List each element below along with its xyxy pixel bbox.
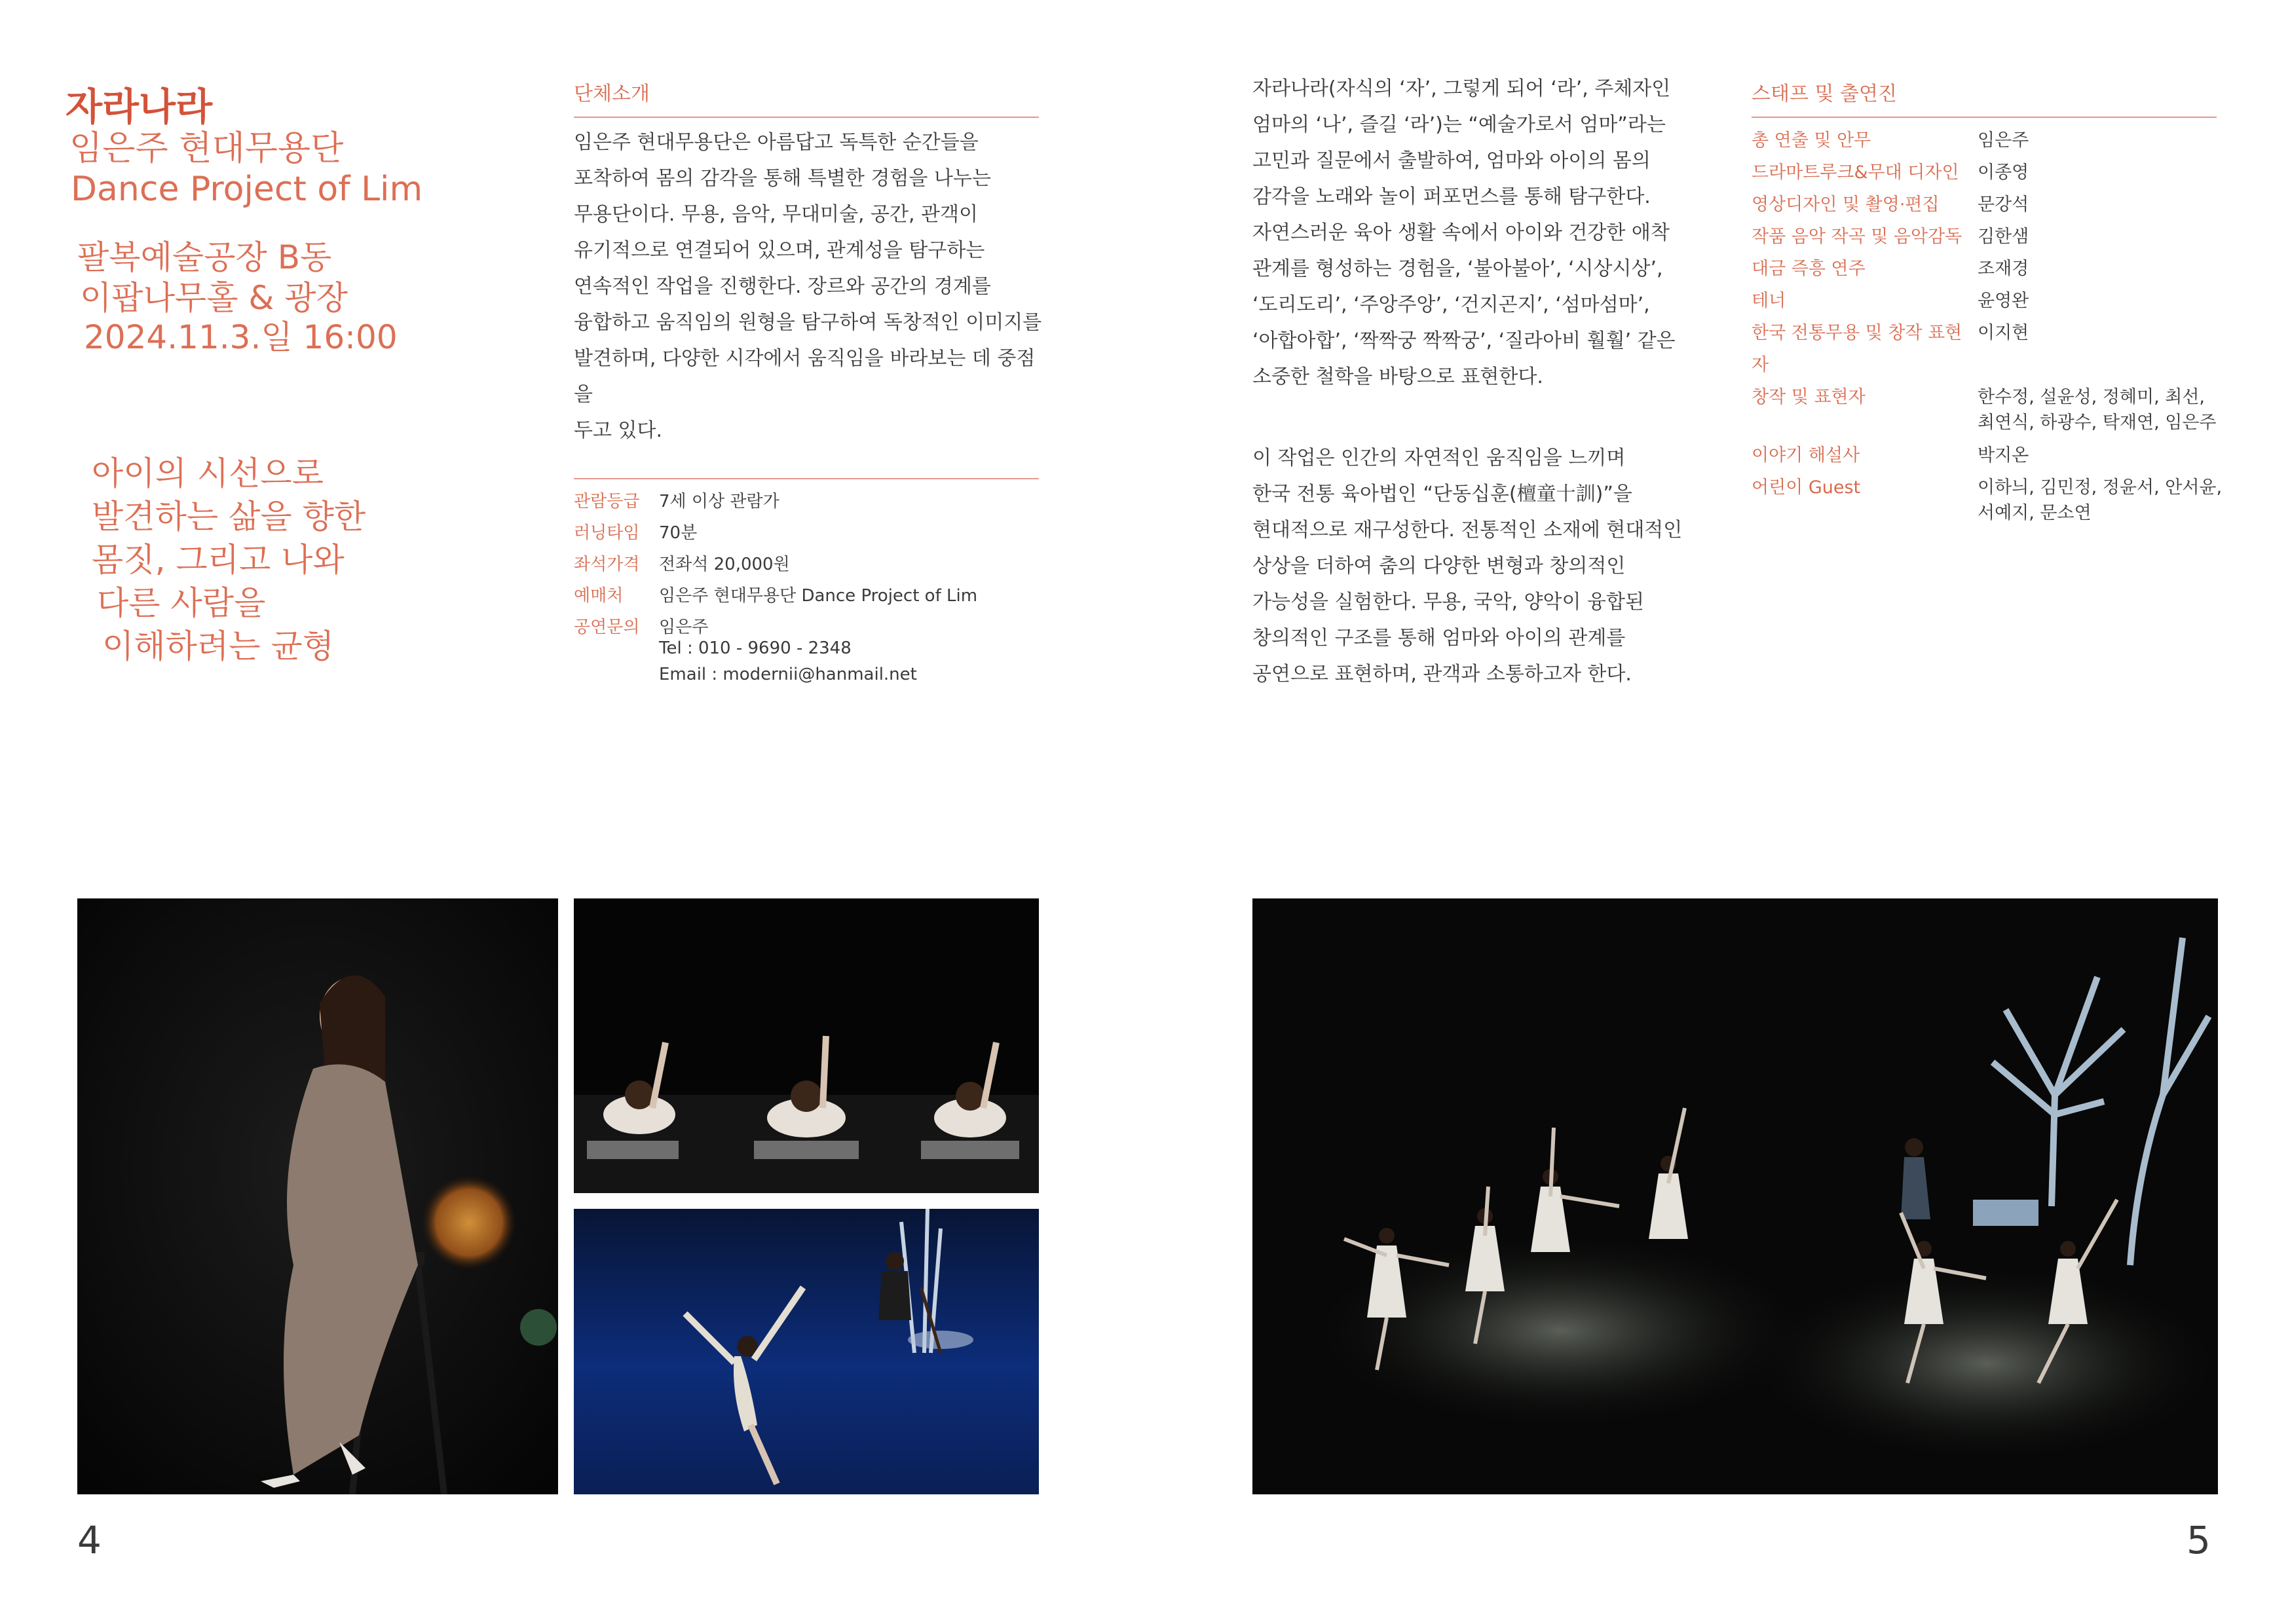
tagline-quote [92,452,366,668]
description-line: 감각을 노래와 놀이 퍼포먼스를 통해 탐구한다. [1252,185,1651,208]
staff-names: 이지현 [1978,323,2029,343]
company-name-en: Dance Project of Lim [71,170,423,209]
description-line: 자연스러운 육아 생활 속에서 아이와 건강한 애착 [1252,221,1670,244]
staff-names: 윤영완 [1978,291,2029,311]
info-label: 예매처 [574,586,624,606]
info-label: 러닝타임 [574,523,640,543]
staff-row [1752,189,2236,221]
description-line: ‘도리도리’, ‘주앙주앙’, ‘건지곤지’, ‘섬마섬마’, [1252,293,1650,316]
intro-divider [574,117,1039,118]
description-line: 상상을 더하여 춤의 다양한 변형과 창의적인 [1252,555,1626,578]
staff-names: 이종영 [1978,162,2029,183]
intro-line: 발견하며, 다양한 시각에서 움직임을 바라보는 데 중점을 [574,347,1036,406]
page-number-left: 4 [77,1518,102,1562]
staff-names-line: 이하늬, 김민정, 정윤서, 안서윤, [1978,477,2223,498]
info-divider [574,478,1039,479]
intro-text [574,124,1045,449]
description-line: 현대적으로 재구성한다. 전통적인 소재에 현대적인 [1252,519,1683,542]
page-number-right: 5 [2187,1518,2211,1562]
company-name-kr: 임은주 현대무용단 [69,129,344,168]
staff-role: 영상디자인 및 촬영·편집 [1752,194,1940,215]
info-row [574,486,1045,517]
staff-row [1752,381,2236,439]
description-line: 이 작업은 인간의 자연적인 움직임을 느끼며 [1252,447,1626,470]
staff-row [1752,157,2236,189]
info-label: 좌석가격 [574,555,640,574]
show-title: 자라나라 [66,84,213,129]
description-line: 고민과 질문에서 출발하여, 엄마와 아이의 몸의 [1252,149,1651,172]
performance-datetime: 2024.11.3.일 16:00 [84,318,398,356]
staff-heading: 스태프 및 출연진 [1752,83,1897,105]
info-value: 임은주 [659,618,709,637]
info-value: 전좌석 20,000원 [659,555,790,574]
staff-names-line: 서예지, 문소연 [1978,503,2092,523]
staff-role: 이야기 해설사 [1752,445,1860,466]
description-line: 공연으로 표현하며, 관객과 소통하고자 한다. [1252,663,1632,686]
staff-row [1752,285,2236,317]
venue-line-1: 팔복예술공장 B동 [77,238,332,276]
intro-line: 임은주 현대무용단은 아름답고 독특한 순간들을 [574,131,979,154]
description-line: 창의적인 구조를 통해 엄마와 아이의 관계를 [1252,627,1626,650]
staff-list [1752,124,2236,530]
intro-line: 유기적으로 연결되어 있으며, 관계성을 탐구하는 [574,239,985,262]
description-para-1 [1252,71,1711,395]
staff-names [1978,381,2233,439]
staff-names: 김한샘 [1978,227,2029,247]
staff-row [1752,439,2236,471]
performance-info [574,486,1045,685]
staff-role: 창작 및 표현자 [1752,387,1866,407]
tagline-line: 몸짓, 그리고 나와 [92,541,345,579]
staff-names-line: 한수정, 설윤성, 정혜미, 최선, [1978,387,2205,407]
intro-line: 포착하여 몸의 감각을 통해 특별한 경험을 나누는 [574,167,991,190]
info-row [574,549,1045,580]
description-line: ‘아합아합’, ‘짝짝궁 짝짝궁’, ‘질라아비 훨훨’ 같은 [1252,329,1676,352]
description-line: 엄마의 ‘나’, 즐길 ‘라’)는 “예술가로서 엄마”라는 [1252,113,1666,136]
contact-tel: Tel : 010 - 9690 - 2348 [659,638,852,658]
staff-names: 조재경 [1978,259,2029,279]
description-para-2 [1252,440,1711,692]
staff-divider [1752,117,2217,118]
photo-pregnant-dancer [77,898,558,1494]
intro-line: 무용단이다. 무용, 음악, 무대미술, 공간, 관객이 [574,203,979,226]
staff-row [1752,471,2236,530]
info-row [574,580,1045,612]
staff-role: 어린이 Guest [1752,477,1861,498]
intro-line: 연속적인 작업을 진행한다. 장르와 공간의 경계를 [574,275,991,298]
info-value: 70분 [659,523,698,543]
description-line: 자라나라(자식의 ‘자’, 그렇게 되어 ‘라’, 주체자인 [1252,77,1671,100]
staff-names: 문강석 [1978,194,2029,215]
info-label: 관람등급 [574,492,640,511]
staff-role: 대금 즉흥 연주 [1752,259,1866,279]
intro-line: 두고 있다. [574,419,662,442]
description-line: 한국 전통 육아법인 “단동십훈(檀童十訓)”을 [1252,483,1632,506]
staff-names: 임은주 [1978,130,2029,151]
contact-email: Email : modernii@hanmail.net [659,665,917,684]
info-value: 임은주 현대무용단 Dance Project of Lim [659,586,978,606]
photo-dancer-with-musician [574,1209,1039,1494]
intro-line: 융합하고 움직임의 원형을 탐구하여 독창적인 이미지를 [574,311,1042,334]
staff-role: 한국 전통무용 및 창작 표현자 [1752,323,1962,375]
description-line: 관계를 형성하는 경험을, ‘불아불아’, ‘시상시상’, [1252,257,1663,280]
tagline-line: 다른 사람을 [97,584,266,622]
staff-row [1752,124,2236,157]
staff-names: 박지온 [1978,445,2029,466]
staff-names-line: 최연식, 하광수, 탁재연, 임은주 [1978,413,2217,433]
description-line: 가능성을 실험한다. 무용, 국악, 양악이 융합된 [1252,591,1644,614]
staff-row [1752,317,2236,381]
staff-role: 총 연출 및 안무 [1752,130,1871,151]
staff-role: 테너 [1752,291,1786,311]
staff-row [1752,221,2236,253]
info-value: 7세 이상 관람가 [659,492,779,511]
staff-row [1752,253,2236,285]
photo-group-dance-scene [1252,898,2218,1494]
venue-line-2: 이팝나무홀 & 광장 [80,279,348,317]
tagline-line: 발견하는 삶을 향한 [92,498,366,536]
intro-heading: 단체소개 [574,83,650,105]
tagline-line: 아이의 시선으로 [92,454,324,492]
staff-role: 작품 음악 작곡 및 음악감독 [1752,227,1962,247]
info-row [574,517,1045,549]
tagline-line: 이해하려는 균형 [102,627,334,665]
staff-role: 드라마트루크&무대 디자인 [1752,162,1959,183]
info-label: 공연문의 [574,618,640,637]
staff-names [1978,471,2233,530]
description-line: 소중한 철학을 바탕으로 표현한다. [1252,365,1543,388]
photo-dancers-lying [574,898,1039,1193]
